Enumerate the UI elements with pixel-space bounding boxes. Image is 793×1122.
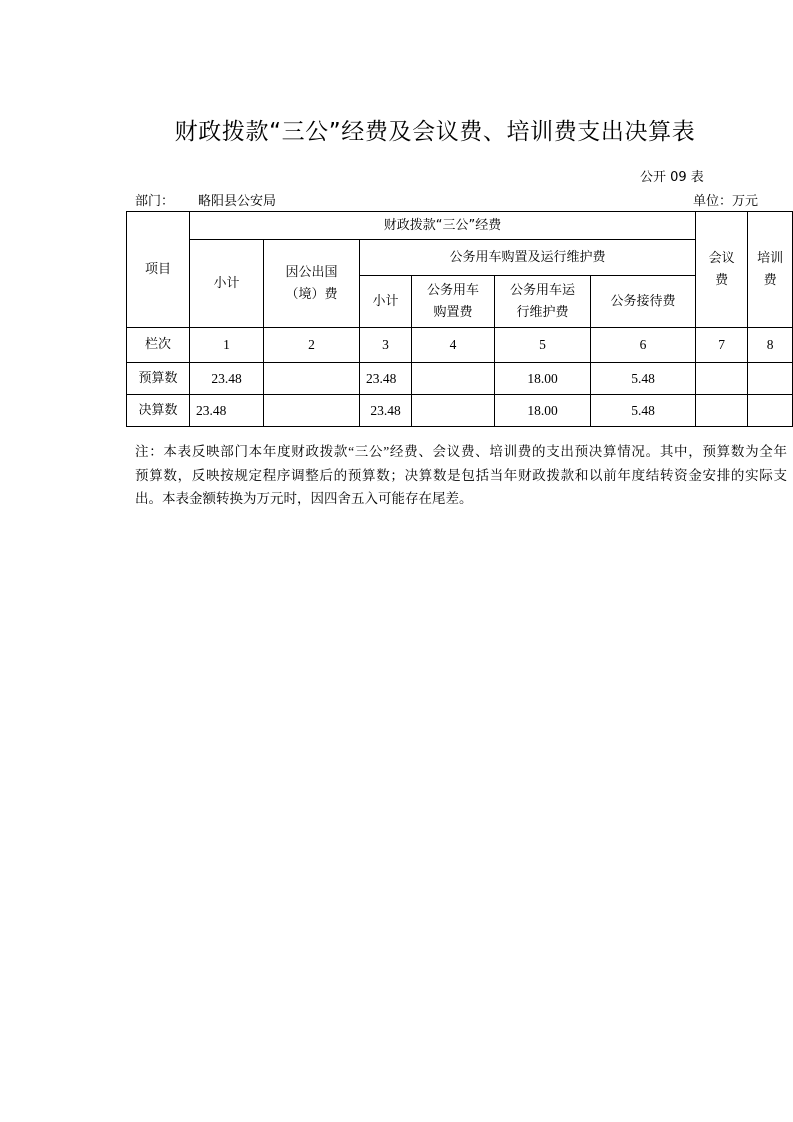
header-meeting-line: 费 [715, 272, 729, 288]
footnote-line: 出。本表金额转换为万元时，因四舍五入可能存在尾差。 [135, 491, 473, 506]
row-label: 决算数 [127, 395, 190, 427]
footnote-line: 预算数，反映按规定程序调整后的预算数；决算数是包括当年财政拨款和以前年度结转资金安排的实际支 [135, 467, 787, 483]
department-label: 部门： [135, 194, 175, 209]
page-title: 财政拨款“三公”经费及会议费、培训费支出决算表 [174, 119, 696, 145]
table-cell [264, 395, 360, 427]
header-training-line: 费 [763, 272, 777, 288]
header-vehicle-purchase-line: 公务用车 [426, 282, 479, 298]
table-cell: 23.48 [360, 363, 412, 395]
table-cell: 7 [696, 328, 748, 363]
header-training [748, 212, 793, 328]
table-cell: 4 [412, 328, 495, 363]
table-cell: 18.00 [495, 395, 591, 427]
header-vehicle-operation [495, 276, 591, 328]
row-label: 预算数 [127, 363, 190, 395]
header-item: 项目 [127, 212, 190, 328]
header-sangong: 财政拨款“三公”经费 [190, 212, 696, 240]
department-name: 略阳县公安局 [198, 194, 277, 209]
header-vehicle-group: 公务用车购置及运行维护费 [360, 240, 696, 276]
table-row [127, 363, 793, 395]
header-abroad [264, 240, 360, 328]
header-training-line: 培训 [757, 250, 784, 266]
header-vehicle-operation-line: 公务用车运 [509, 282, 575, 298]
header-vehicle-purchase [412, 276, 495, 328]
header-vehicle-subtotal: 小计 [360, 276, 412, 328]
footnote [135, 440, 787, 511]
table-row [127, 395, 793, 427]
header-vehicle-purchase-line: 购置费 [433, 304, 473, 320]
table-cell [412, 363, 495, 395]
table-cell: 2 [264, 328, 360, 363]
table-cell: 3 [360, 328, 412, 363]
table-cell [696, 395, 748, 427]
table-cell: 5 [495, 328, 591, 363]
form-number: 公开 09 表 [640, 170, 704, 185]
header-reception: 公务接待费 [591, 276, 696, 328]
unit-label: 单位：万元 [693, 194, 759, 209]
table-cell: 5.48 [591, 363, 696, 395]
header-vehicle-operation-line: 行维护费 [516, 304, 569, 320]
table-cell: 8 [748, 328, 793, 363]
table-cell: 1 [190, 328, 264, 363]
header-subtotal: 小计 [190, 240, 264, 328]
table-cell [412, 395, 495, 427]
table-cell: 23.48 [360, 395, 412, 427]
header-abroad-line: 因公出国 [285, 264, 338, 280]
table-cell: 23.48 [190, 395, 264, 427]
header-meeting [696, 212, 748, 328]
row-label: 栏次 [127, 328, 190, 363]
header-abroad-line: （境）费 [285, 286, 338, 302]
table-cell [264, 363, 360, 395]
table-cell: 5.48 [591, 395, 696, 427]
header-meeting-line: 会议 [708, 250, 735, 266]
table-row [127, 328, 793, 363]
table-cell: 23.48 [190, 363, 264, 395]
footnote-line: 注：本表反映部门本年度财政拨款“三公”经费、会议费、培训费的支出预决算情况。其中，预算数为全年 [135, 444, 787, 459]
table-cell: 6 [591, 328, 696, 363]
expenditure-table [126, 211, 793, 427]
table-cell [696, 363, 748, 395]
table-cell: 18.00 [495, 363, 591, 395]
table-cell [748, 395, 793, 427]
table-cell [748, 363, 793, 395]
